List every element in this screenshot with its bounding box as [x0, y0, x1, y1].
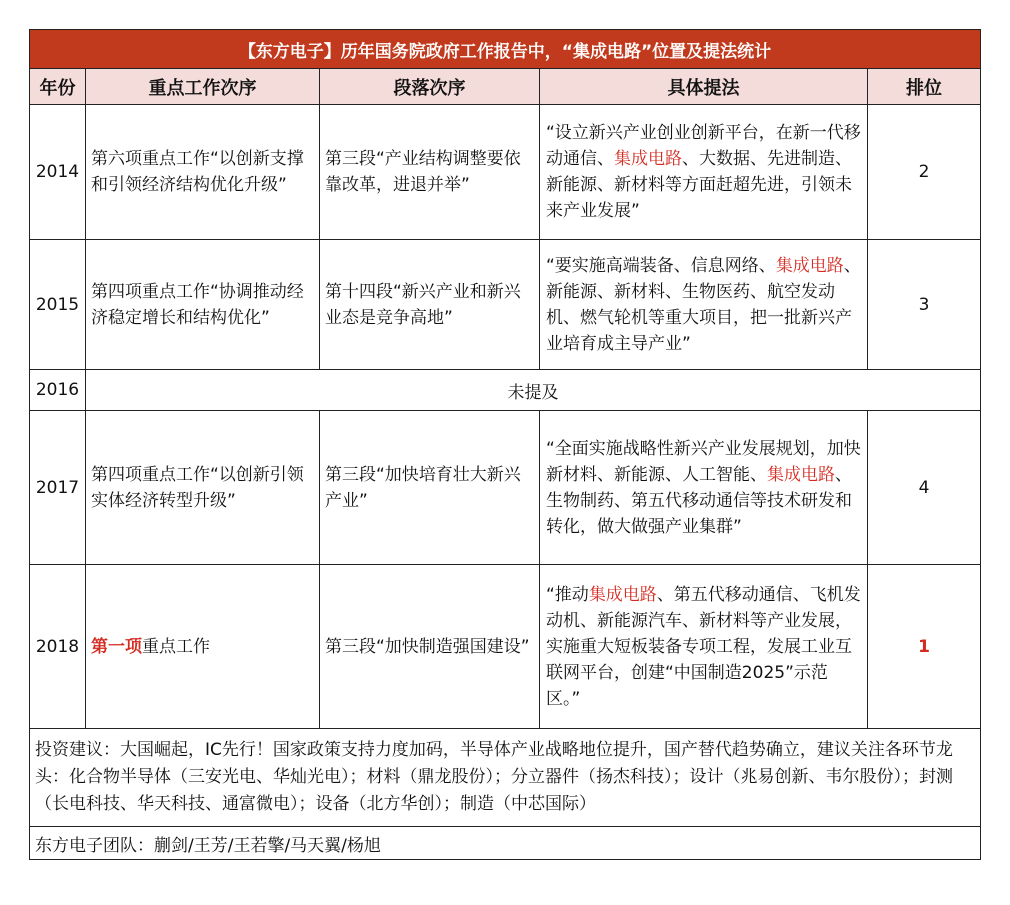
investment-advice: 投资建议：大国崛起，IC先行！国家政策支持力度加码，半导体产业战略地位提升，国产替代趋势确立，建议关注各环节龙头：化合物半导体（三安光电、华灿光电）；材料（鼎龙股份）；分立器件（扬杰科技）；设计（兆易创新、韦尔股份）；封测（长电科技、华天科技、通富微电）；设备（北方华创）；制造（中芯国际） — [30, 729, 981, 827]
wording-cell — [540, 565, 868, 729]
order-highlight: 第一项 — [91, 636, 142, 657]
table-row — [30, 105, 981, 240]
wording-cell — [540, 105, 868, 240]
wording-text: “推动 — [546, 584, 589, 605]
year-cell: 2015 — [30, 240, 86, 370]
wording-cell — [540, 240, 868, 370]
paragraph-cell: 第三段“加快制造强国建设” — [320, 565, 540, 729]
advice-row — [30, 729, 981, 827]
rank-cell: 4 — [868, 411, 981, 565]
keyword-highlight: 集成电路 — [775, 255, 844, 276]
team-row — [30, 827, 981, 860]
order-text: 重点工作 — [142, 636, 210, 657]
wording-text: “设立新兴产业创业创新平台，在新一代移动通信、 — [546, 123, 861, 169]
table-row — [30, 240, 981, 370]
header-wording: 具体提法 — [540, 69, 868, 105]
year-cell: 2014 — [30, 105, 86, 240]
wording-text: 、新能源、新材料、生物医药、航空发动机、燃气轮机等重大项目，把一批新兴产业培育成主导产业” — [546, 255, 861, 354]
table-row — [30, 370, 981, 411]
order-cell: 第四项重点工作“以创新引领实体经济转型升级” — [86, 411, 320, 565]
wording-text: “全面实施战略性新兴产业发展规划，加快新材料、新能源、人工智能、 — [546, 438, 861, 485]
order-cell: 第六项重点工作“以创新支撑和引领经济结构优化升级” — [86, 105, 320, 240]
table-row — [30, 565, 981, 729]
year-cell: 2017 — [30, 411, 86, 565]
header-year: 年份 — [30, 69, 86, 105]
paragraph-cell: 第三段“产业结构调整要依靠改革，进退并举” — [320, 105, 540, 240]
order-cell — [86, 565, 320, 729]
stats-table — [29, 29, 981, 860]
table-row — [30, 411, 981, 565]
header-row — [30, 69, 981, 105]
rank-cell: 2 — [868, 105, 981, 240]
team-credits: 东方电子团队：蒯剑/王芳/王若擎/马天翼/杨旭 — [30, 827, 981, 860]
wording-text: 、生物制药、第五代移动通信等技术研发和转化，做大做强产业集群” — [546, 464, 852, 537]
rank-cell: 3 — [868, 240, 981, 370]
table-title: 【东方电子】历年国务院政府工作报告中，“集成电路”位置及提法统计 — [30, 30, 981, 69]
year-cell: 2016 — [30, 370, 86, 411]
title-row — [30, 30, 981, 69]
wording-text: “要实施高端装备、信息网络、 — [546, 255, 776, 276]
wording-text: 、第五代移动通信、飞机发动机、新能源汽车、新材料等产业发展，实施重大短板装备专项工程，发展工业互联网平台，创建“中国制造2025”示范区。” — [546, 584, 861, 709]
order-cell: 第四项重点工作“协调推动经济稳定增长和结构优化” — [86, 240, 320, 370]
header-paragraph: 段落次序 — [320, 69, 540, 105]
header-order: 重点工作次序 — [86, 69, 320, 105]
header-rank: 排位 — [868, 69, 981, 105]
stats-sheet — [29, 29, 980, 860]
not-mentioned-cell: 未提及 — [86, 370, 981, 411]
wording-text: 、大数据、先进制造、新能源、新材料等方面赶超先进，引领未来产业发展” — [546, 149, 852, 221]
paragraph-cell: 第三段“加快培育壮大新兴产业” — [320, 411, 540, 565]
rank-cell: 1 — [868, 565, 981, 729]
keyword-highlight: 集成电路 — [614, 149, 682, 169]
paragraph-cell: 第十四段“新兴产业和新兴业态是竞争高地” — [320, 240, 540, 370]
wording-cell — [540, 411, 868, 565]
keyword-highlight: 集成电路 — [588, 584, 657, 605]
year-cell: 2018 — [30, 565, 86, 729]
keyword-highlight: 集成电路 — [767, 464, 835, 485]
